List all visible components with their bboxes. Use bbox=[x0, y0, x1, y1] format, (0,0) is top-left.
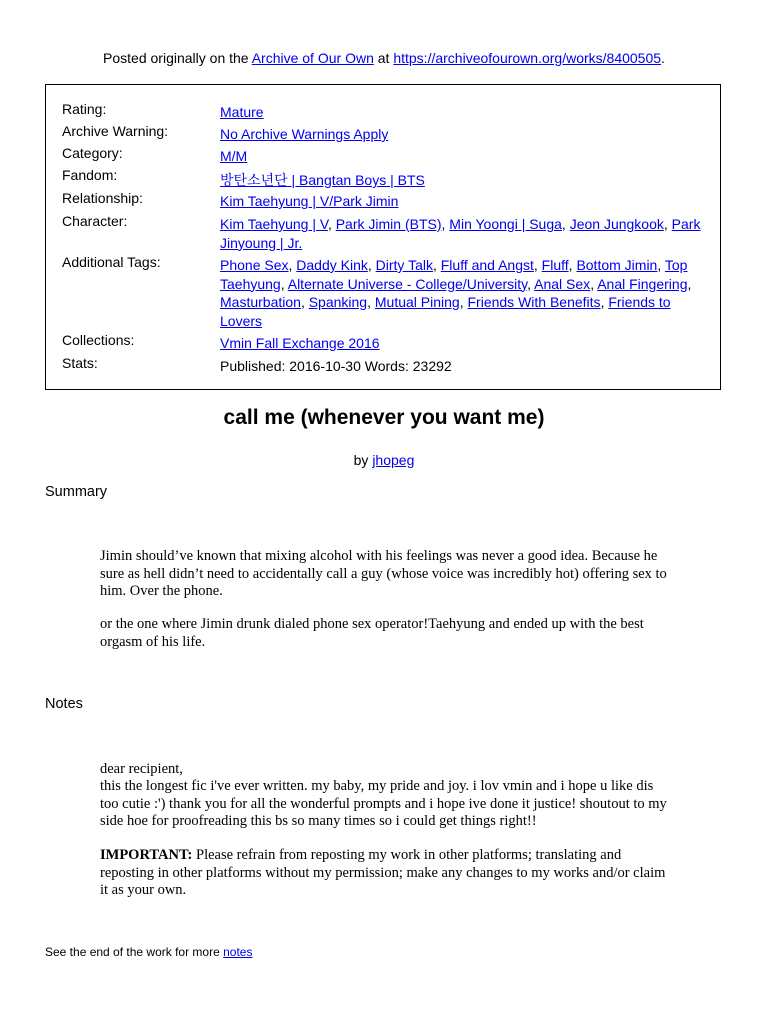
tag-link[interactable]: Alternate Universe - College/University bbox=[287, 275, 528, 292]
character-link[interactable]: Park Jimin (BTS) bbox=[335, 216, 442, 232]
tag-link[interactable]: Anal Fingering bbox=[597, 275, 688, 292]
summary-paragraph-1: Jimin should’ve known that mixing alcohol with his feelings was never a good idea. Because he sure as hell didn’t need to accidentally call a guy (whose voice was incredibly hot) offering sex to him. Over the phone. bbox=[100, 548, 667, 599]
tag-link[interactable]: Fluff bbox=[541, 257, 569, 273]
rating-link[interactable]: Mature bbox=[220, 104, 264, 120]
character-link[interactable]: Min Yoongi | Suga bbox=[449, 216, 562, 232]
notes-body: this the longest fic i've ever written. my baby, my pride and joy. i lov vmin and i hope u like dis too cutie :') thank you for all the wonderful prompts and i hope ive done it justice! shoutout to my side hoe for proofreading this bs so many times so i could get things right!! bbox=[100, 778, 667, 829]
end-notes-footer: See the end of the work for more notes bbox=[45, 945, 253, 959]
tag-link[interactable]: Spanking bbox=[308, 294, 368, 310]
character-link[interactable]: Jeon Jungkook bbox=[569, 216, 664, 232]
notes-link[interactable]: notes bbox=[223, 945, 253, 959]
summary-paragraph-2: or the one where Jimin drunk dialed phone sex operator!Taehyung and ended up with the best orgasm of his life. bbox=[100, 616, 644, 650]
tag-link[interactable]: Fluff and Angst bbox=[440, 257, 534, 273]
fandom-link[interactable]: 방탄소년단 | Bangtan Boys | BTS bbox=[220, 172, 425, 188]
character-link[interactable]: Kim Taehyung | V bbox=[220, 216, 328, 232]
relationship-label: Relationship: bbox=[62, 190, 143, 206]
warning-label: Archive Warning: bbox=[62, 123, 169, 139]
relationship-link[interactable]: Kim Taehyung | V/Park Jimin bbox=[220, 193, 399, 209]
work-metadata-box: Rating: Mature Archive Warning: No Archive Warnings Apply Category: M/M Fandom: 방탄소년단 | Bangtan Boys | BTS Relationship: Kim Taehyung | V/Park Jimin Character: Kim Taehyung | V, Park Jimin (BTS), Min Yoongi | Suga, Jeon Jungkook, Park Jinyoung | Jr. Additional Tags: Phone Sex, Daddy Kink, Dirty Talk, Fluff and Angst, Fluff, Bottom Jimin, Top Taehyung, Alternate Universe - College/University, Anal Sex, Anal Fingering, Masturbation, Spanking, Mutual Pining, Friends With Benefits, Friends to Lovers Collections: Vmin Fall Exchange 2016 Stats: Published: 2016-10-30 Words: 23292 bbox=[45, 84, 721, 390]
author-link[interactable]: jhopeg bbox=[372, 452, 415, 468]
work-title: call me (whenever you want me) bbox=[223, 406, 545, 429]
important-label: IMPORTANT: bbox=[100, 847, 193, 863]
collection-link[interactable]: Vmin Fall Exchange 2016 bbox=[220, 335, 380, 351]
tag-link[interactable]: Anal Sex bbox=[534, 275, 591, 292]
character-label: Character: bbox=[62, 213, 128, 229]
posted-originally-line: Posted originally on the Archive of Our Own at https://archiveofourown.org/works/8400505. bbox=[103, 50, 665, 66]
category-label: Category: bbox=[62, 145, 123, 161]
stats-label: Stats: bbox=[62, 355, 98, 371]
character-link[interactable]: Park Jinyoung | Jr. bbox=[220, 216, 701, 251]
rating-label: Rating: bbox=[62, 101, 107, 117]
tag-link[interactable]: Daddy Kink bbox=[296, 257, 368, 273]
notes-important: IMPORTANT: Please refrain from reposting my work in other platforms; translating and reposting in other platforms without my permission; make any changes to my works and/or claim it as your own. bbox=[100, 847, 666, 898]
work-url-link[interactable]: https://archiveofourown.org/works/8400505 bbox=[393, 50, 662, 66]
fandom-label: Fandom: bbox=[62, 167, 118, 183]
tag-link[interactable]: Masturbation bbox=[220, 294, 301, 310]
tag-link[interactable]: Friends With Benefits bbox=[467, 294, 601, 310]
collections-label: Collections: bbox=[62, 332, 135, 348]
tag-link[interactable]: Bottom Jimin bbox=[576, 257, 658, 273]
notes-heading: Notes bbox=[45, 696, 83, 712]
notes-greeting: dear recipient, bbox=[100, 761, 183, 777]
tags-label: Additional Tags: bbox=[62, 254, 161, 270]
tag-link[interactable]: Mutual Pining bbox=[374, 294, 460, 310]
category-link[interactable]: M/M bbox=[220, 148, 248, 164]
tag-link[interactable]: Dirty Talk bbox=[375, 257, 433, 273]
tag-link[interactable]: Friends to Lovers bbox=[220, 294, 671, 329]
stats-value: Published: 2016-10-30 Words: 23292 bbox=[220, 358, 452, 374]
tag-link[interactable]: Phone Sex bbox=[220, 257, 289, 273]
byline: by jhopeg bbox=[353, 452, 415, 468]
archive-of-our-own-link[interactable]: Archive of Our Own bbox=[251, 50, 374, 66]
summary-heading: Summary bbox=[45, 484, 108, 500]
tag-link[interactable]: Top Taehyung bbox=[220, 257, 688, 292]
warning-link[interactable]: No Archive Warnings Apply bbox=[220, 126, 389, 142]
